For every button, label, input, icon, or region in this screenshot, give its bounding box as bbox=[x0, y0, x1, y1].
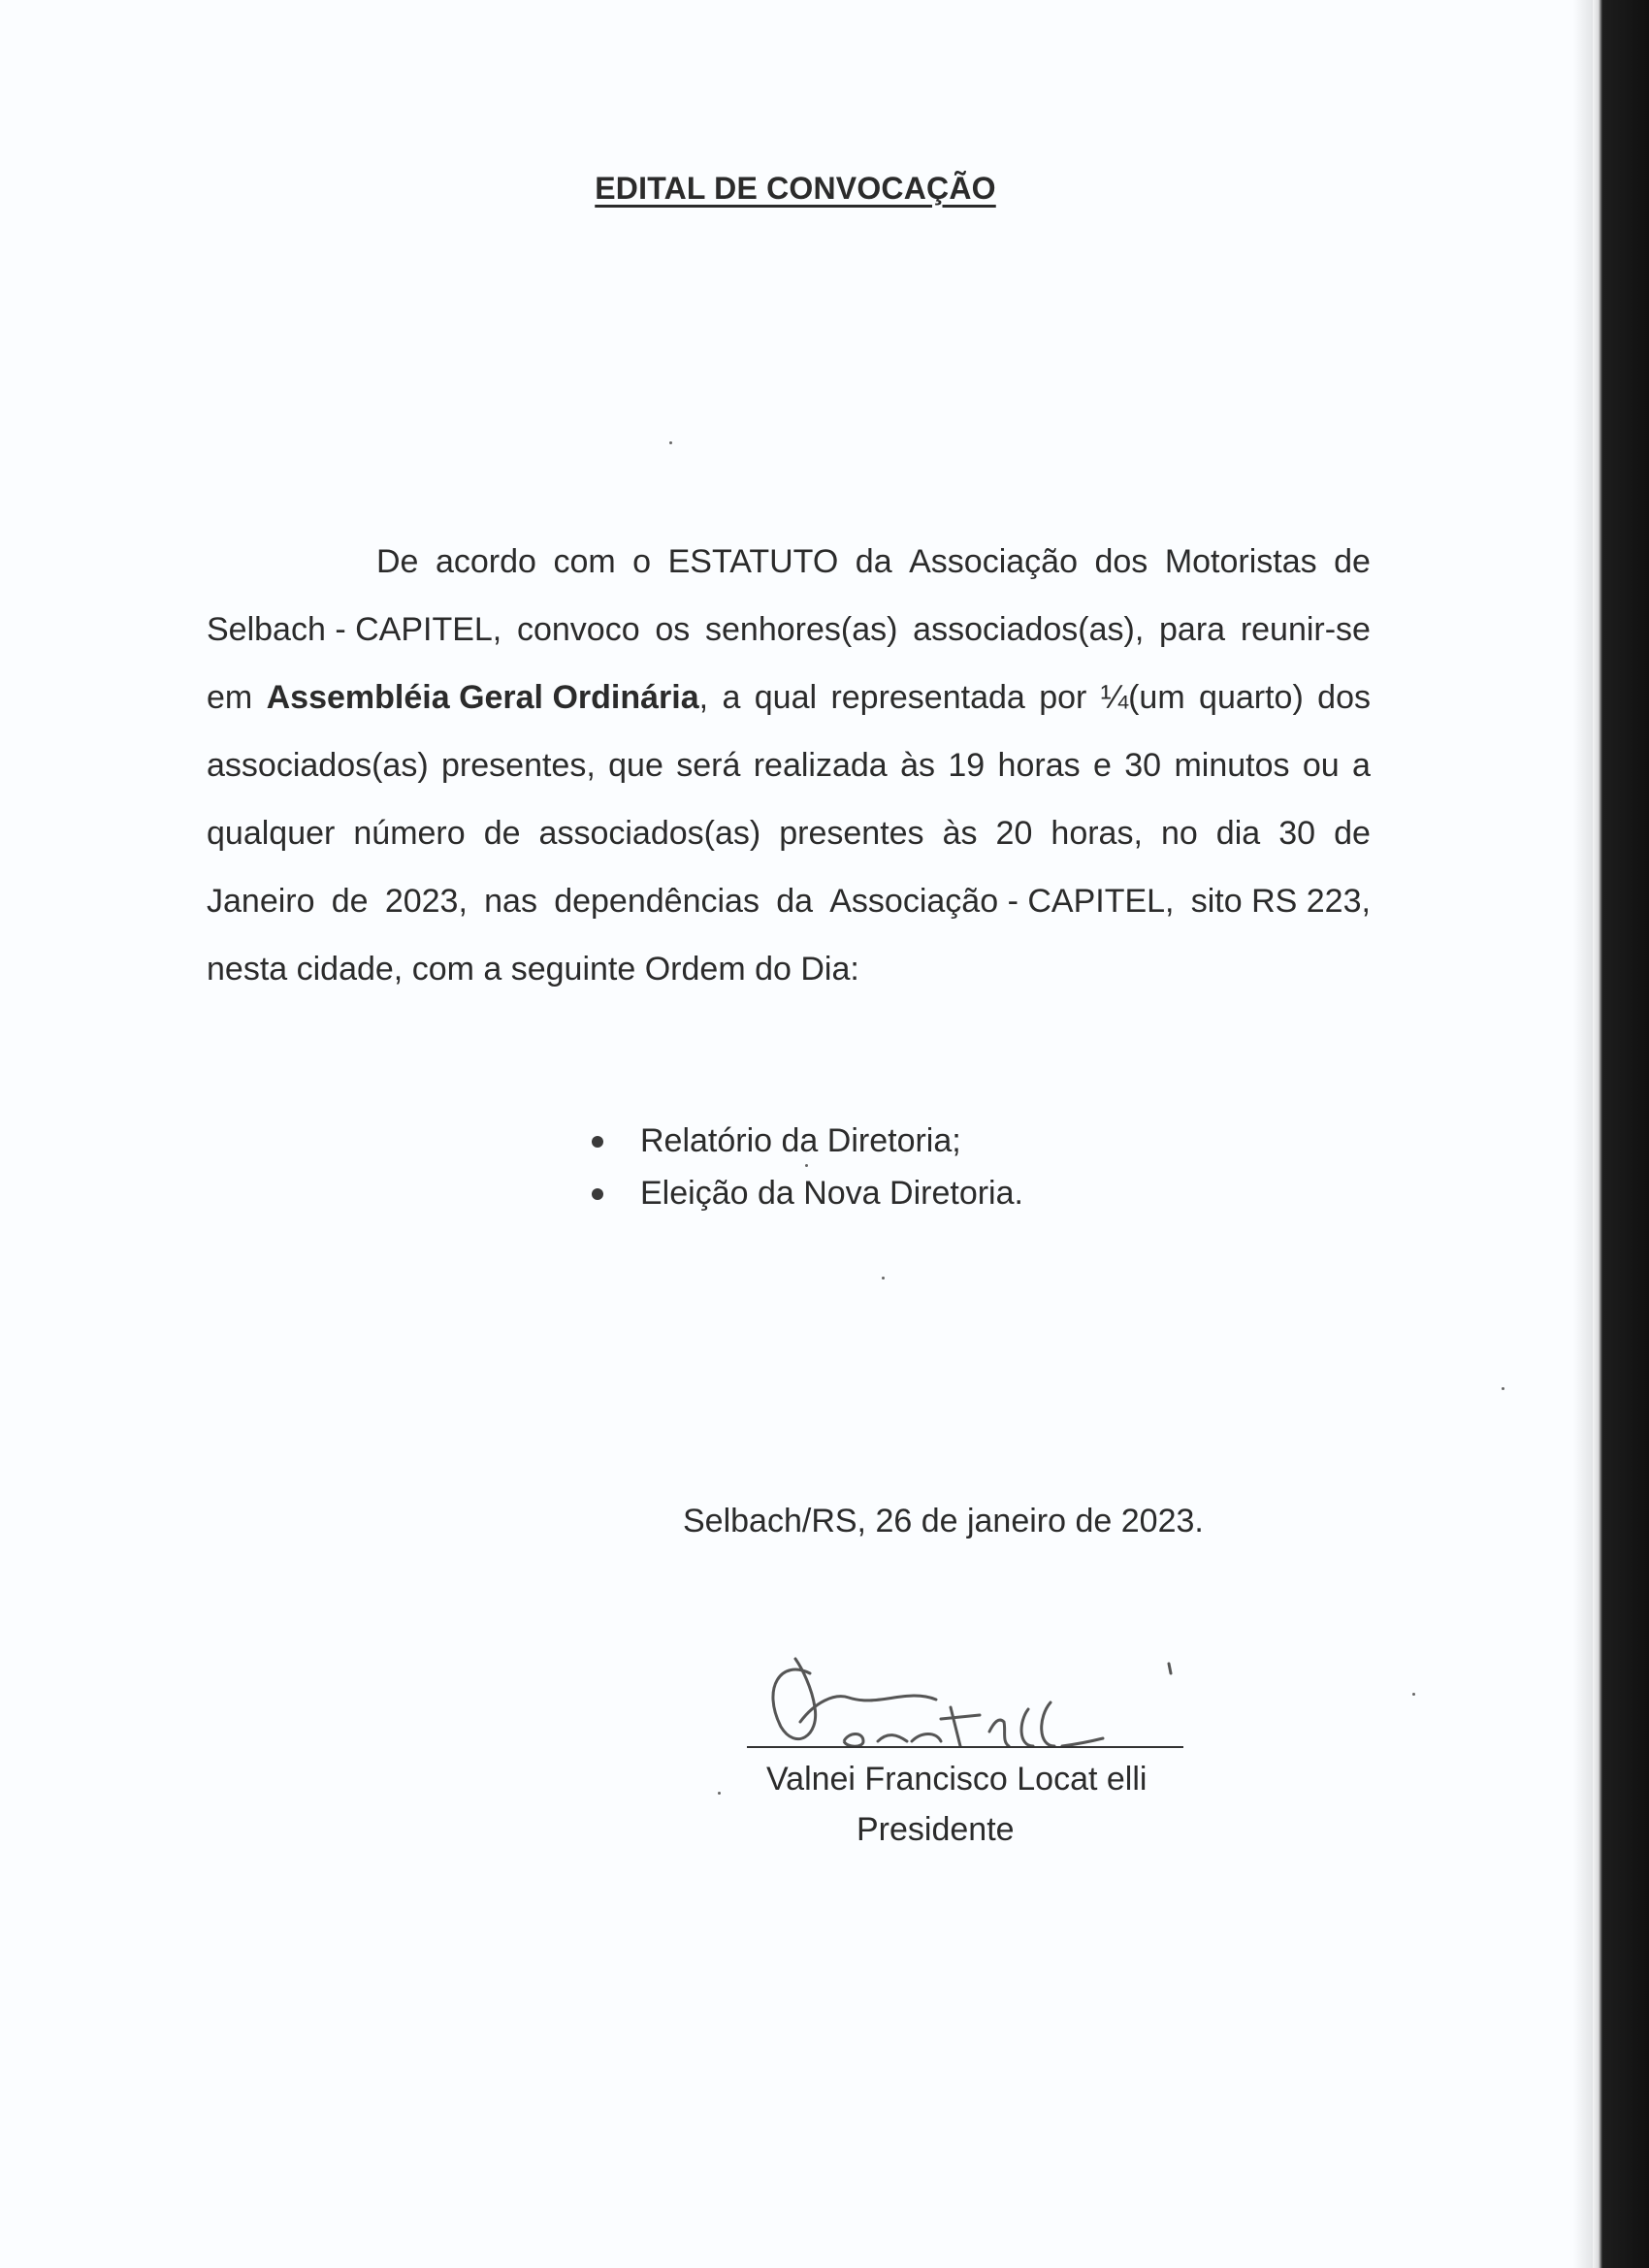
word: minutos bbox=[1174, 747, 1290, 784]
paragraph-line bbox=[207, 535, 1371, 603]
word: para bbox=[1159, 611, 1226, 648]
word: de bbox=[1334, 815, 1371, 852]
word: por bbox=[1039, 679, 1087, 716]
word: 30 bbox=[1124, 747, 1162, 784]
word: os bbox=[655, 611, 691, 648]
word: reunir-se bbox=[1240, 611, 1371, 648]
word: qualquer bbox=[207, 815, 336, 852]
word: de bbox=[331, 883, 369, 920]
word: Janeiro bbox=[207, 883, 315, 920]
word: no bbox=[1160, 815, 1198, 852]
word: 2023, bbox=[384, 883, 468, 920]
scan-speck bbox=[718, 1792, 721, 1795]
paragraph-line bbox=[207, 739, 1371, 807]
word: representada bbox=[830, 679, 1025, 716]
word: horas bbox=[997, 747, 1081, 784]
word: às bbox=[942, 815, 978, 852]
word: dia bbox=[1215, 815, 1261, 852]
scan-speck bbox=[1412, 1693, 1415, 1696]
word: horas, bbox=[1051, 815, 1143, 852]
word: da bbox=[776, 883, 814, 920]
word: presentes, bbox=[441, 747, 596, 784]
word: quarto) bbox=[1199, 679, 1304, 716]
convocation-paragraph bbox=[207, 535, 1371, 1011]
word: com bbox=[553, 543, 616, 580]
word: dos bbox=[1094, 543, 1148, 580]
word: 19 bbox=[948, 747, 986, 784]
word: será bbox=[676, 747, 741, 784]
word: dependências bbox=[554, 883, 760, 920]
word: realizada bbox=[753, 747, 888, 784]
word: ¼(um bbox=[1100, 679, 1185, 716]
word: Assembléia Geral Ordinária, bbox=[266, 679, 709, 716]
word: de bbox=[483, 815, 521, 852]
word: associados(as) bbox=[207, 747, 429, 784]
word: dos bbox=[1317, 679, 1371, 716]
word: a bbox=[1352, 747, 1371, 784]
bold-text: Assembléia Geral Ordinária bbox=[266, 679, 699, 716]
place-date: Selbach/RS, 26 de janeiro de 2023. bbox=[683, 1503, 1204, 1539]
word: convoco bbox=[516, 611, 640, 648]
word: associados(as), bbox=[913, 611, 1145, 648]
scan-edge bbox=[1593, 0, 1649, 2268]
paragraph-line bbox=[207, 875, 1371, 943]
word: Associação - CAPITEL, bbox=[829, 883, 1175, 920]
word: a bbox=[722, 679, 741, 716]
scan-speck bbox=[1502, 1387, 1504, 1390]
agenda-item: Eleição da Nova Diretoria. bbox=[590, 1167, 1023, 1219]
word: nesta cidade, com a seguinte Ordem do Dia: bbox=[207, 951, 859, 988]
word: número bbox=[353, 815, 466, 852]
paragraph-line bbox=[207, 671, 1371, 739]
signature-line bbox=[747, 1746, 1183, 1748]
word: em bbox=[207, 679, 253, 716]
word: De bbox=[376, 543, 419, 580]
word: às bbox=[900, 747, 935, 784]
scan-speck bbox=[669, 441, 672, 444]
handwritten-signature bbox=[742, 1649, 1188, 1756]
signer-name: Valnei Francisco Locat elli bbox=[766, 1761, 1148, 1798]
word: presentes bbox=[779, 815, 924, 852]
word: Motoristas bbox=[1164, 543, 1317, 580]
word: acordo bbox=[435, 543, 536, 580]
word: Associação bbox=[909, 543, 1078, 580]
signer-role: Presidente bbox=[857, 1811, 1015, 1848]
word: que bbox=[608, 747, 663, 784]
scan-edge-shadow bbox=[1573, 0, 1593, 2268]
word: de bbox=[1334, 543, 1371, 580]
word: ESTATUTO bbox=[667, 543, 839, 580]
scan-speck bbox=[882, 1277, 885, 1280]
word: sito RS 223, bbox=[1190, 883, 1371, 920]
word: nas bbox=[484, 883, 537, 920]
word: qual bbox=[754, 679, 818, 716]
word: Selbach - CAPITEL, bbox=[207, 611, 502, 648]
word: 20 bbox=[995, 815, 1033, 852]
word: ou bbox=[1302, 747, 1340, 784]
word: senhores(as) bbox=[705, 611, 898, 648]
paragraph-line bbox=[207, 943, 1371, 1011]
paragraph-line bbox=[207, 807, 1371, 875]
document-title: EDITAL DE CONVOCAÇÃO bbox=[595, 171, 996, 206]
word: 30 bbox=[1278, 815, 1316, 852]
agenda-list bbox=[590, 1115, 1023, 1219]
word: associados(as) bbox=[538, 815, 761, 852]
scan-speck bbox=[805, 1164, 808, 1167]
word: e bbox=[1092, 747, 1112, 784]
paragraph-line bbox=[207, 603, 1371, 671]
word: o bbox=[632, 543, 652, 580]
word: da bbox=[855, 543, 892, 580]
agenda-item: Relatório da Diretoria; bbox=[590, 1115, 1023, 1167]
